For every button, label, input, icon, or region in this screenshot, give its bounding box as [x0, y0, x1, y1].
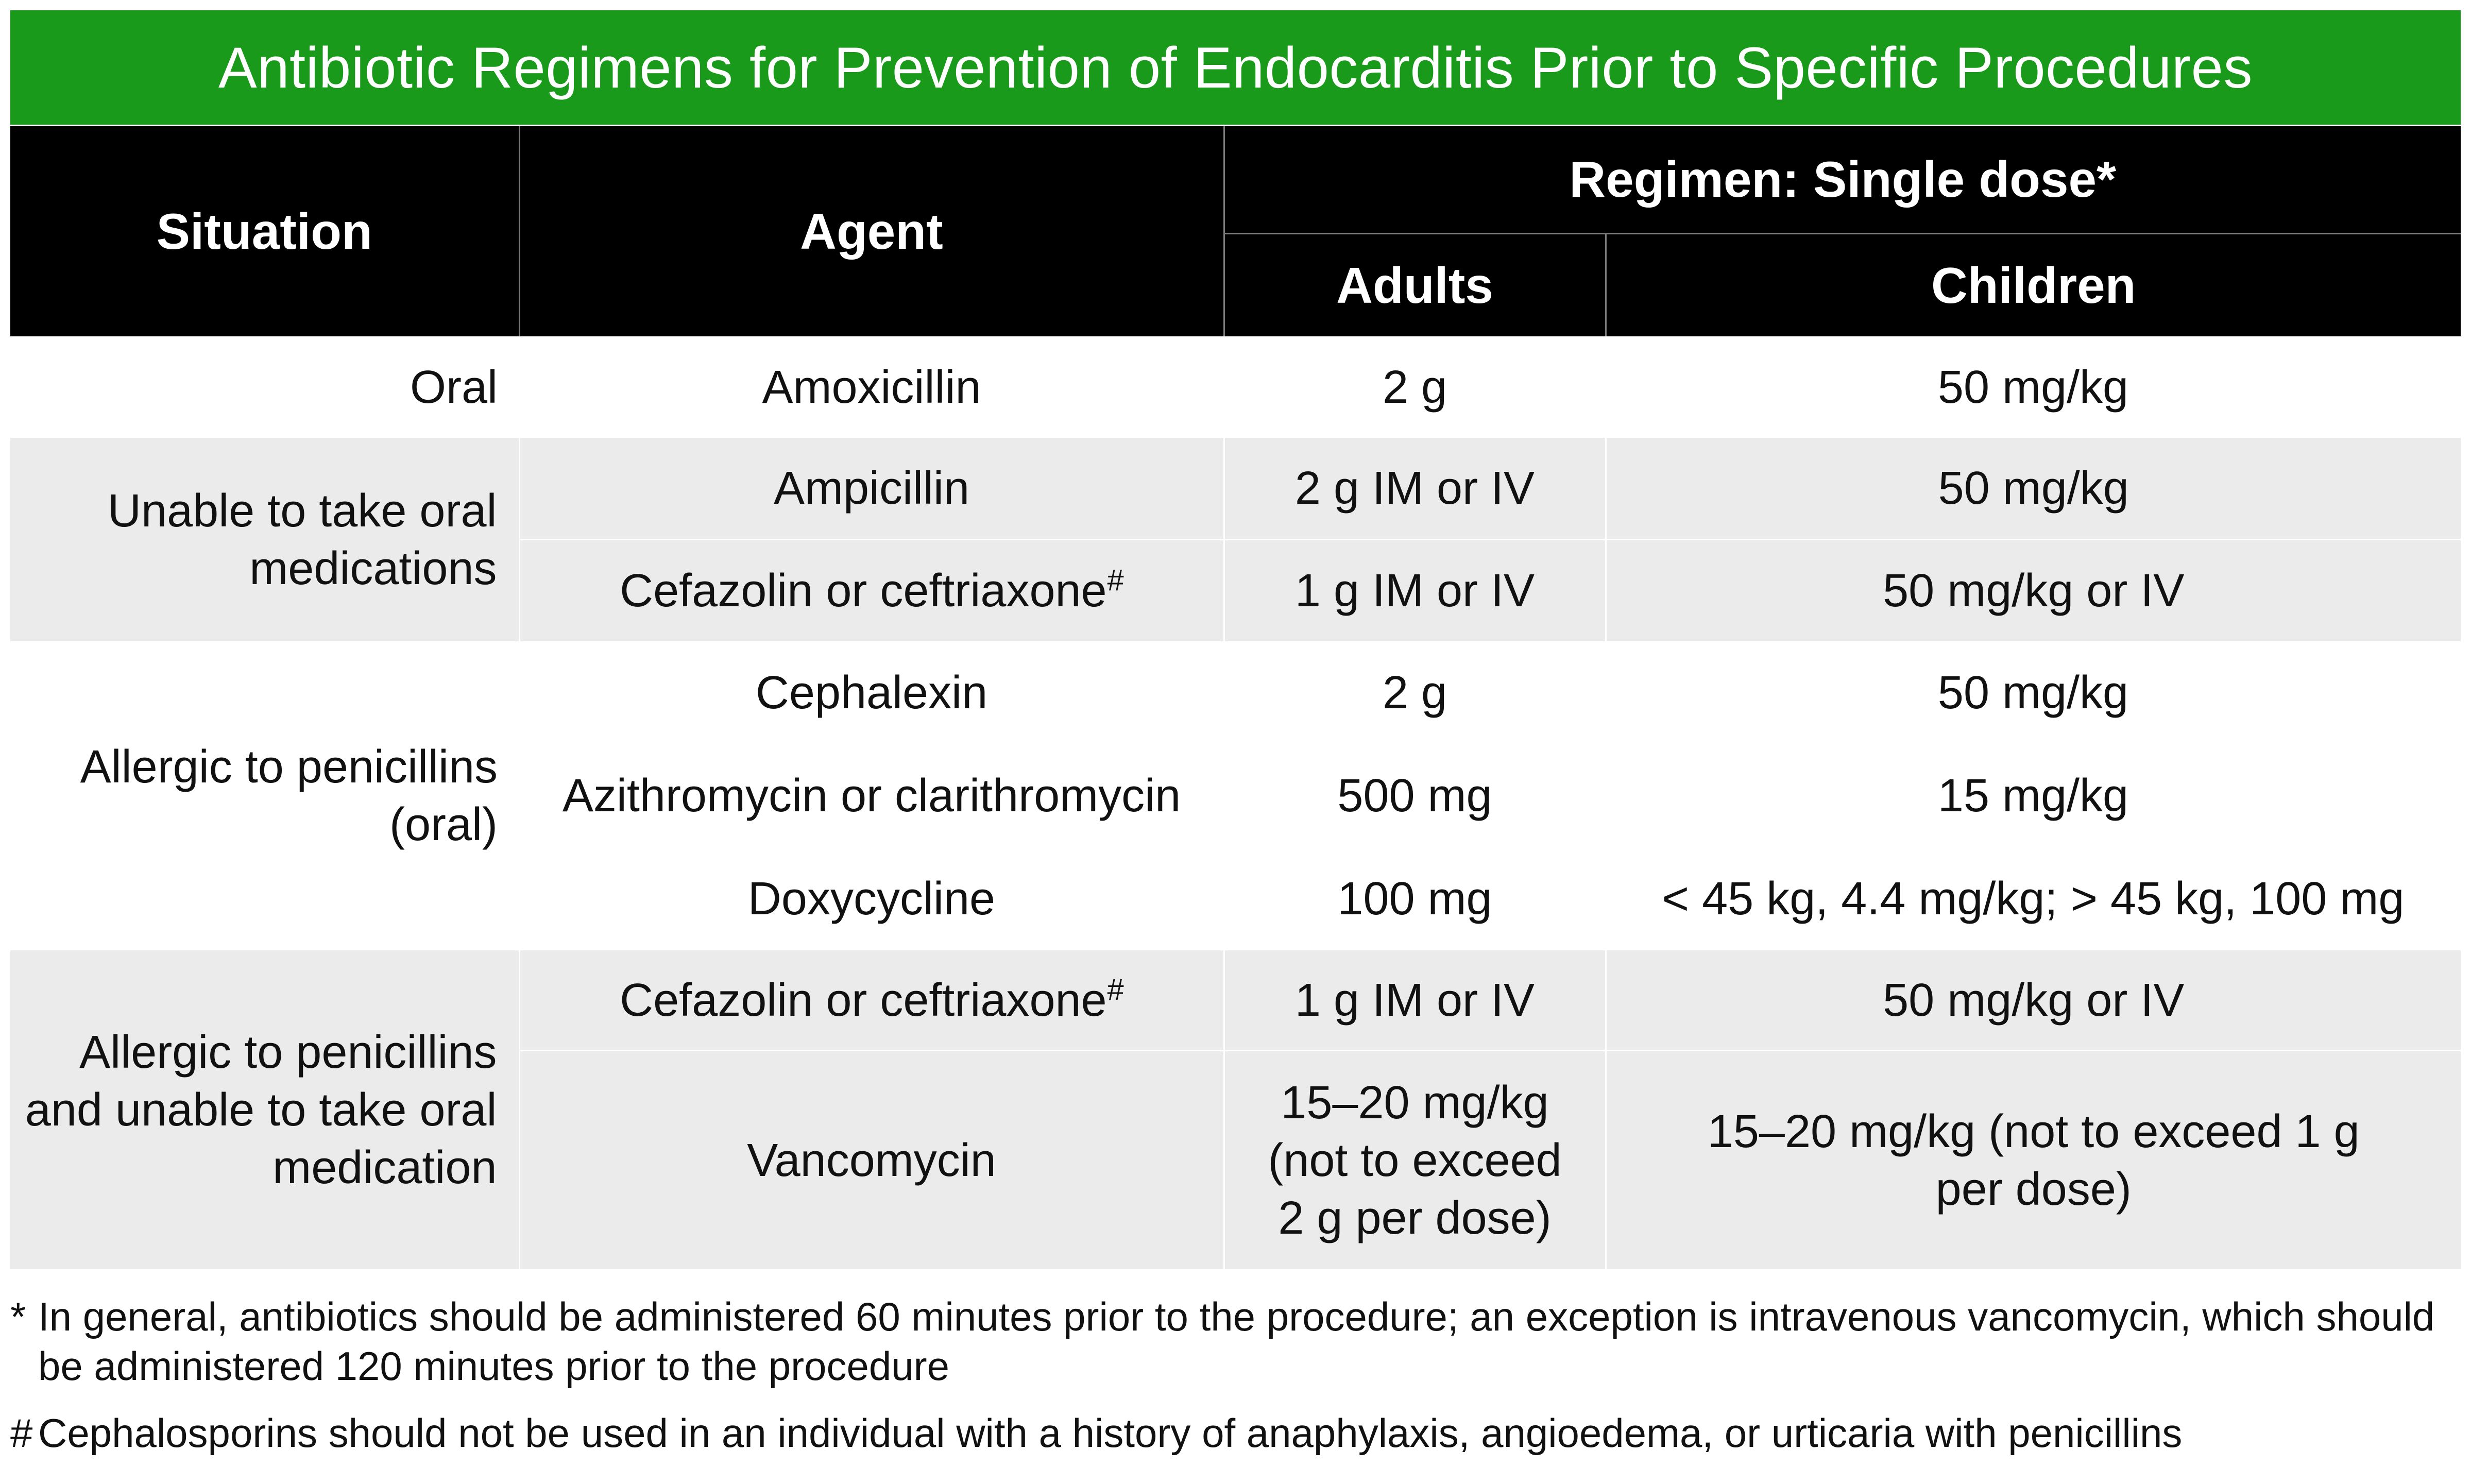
- agent-cell: [519, 540, 1224, 642]
- children-dose-cell: 50 mg/kg: [1606, 438, 2461, 540]
- footnote-mark: #: [10, 1410, 33, 1456]
- agent-cell: [519, 438, 1224, 540]
- adults-dose-cell: 2 g IM or IV: [1224, 438, 1606, 540]
- footnote-text: In general, antibiotics should be administered 60 minutes prior to the procedure; an exception is intravenous vancomycin, which should be administered 120 minutes prior to the procedure: [38, 1294, 2435, 1389]
- adults-dose-cell: 100 mg: [1224, 847, 1606, 950]
- agent-cell: [519, 1051, 1224, 1270]
- adults-dose-cell: 500 mg: [1224, 744, 1606, 847]
- agent-name: Azithromycin or clarithromycin: [562, 770, 1181, 822]
- agent-name: Cefazolin or ceftriaxone: [620, 565, 1107, 617]
- children-dose-cell: 50 mg/kg or IV: [1606, 540, 2461, 642]
- header-situation: Situation: [10, 126, 519, 336]
- children-dose-cell: 15–20 mg/kg (not to exceed 1 g per dose): [1606, 1051, 2461, 1270]
- table-header: [10, 126, 2461, 336]
- header-regimen: Regimen: Single dose*: [1224, 126, 2461, 234]
- agent-cell: [519, 847, 1224, 950]
- footnote-marker: #: [1106, 564, 1123, 597]
- antibiotic-regimen-table: [10, 126, 2461, 1269]
- table-row: [10, 336, 2461, 438]
- adults-dose-cell: 2 g: [1224, 336, 1606, 438]
- adults-dose-cell: 1 g IM or IV: [1224, 540, 1606, 642]
- situation-cell: Allergic to penicillins (oral): [10, 641, 519, 950]
- situation-cell: Allergic to penicillins and unable to take oral medication: [10, 950, 519, 1269]
- footnote-hash: [10, 1408, 2461, 1458]
- adults-dose-cell: 15–20 mg/kg (not to exceed 2 g per dose): [1224, 1051, 1606, 1270]
- header-children: Children: [1606, 234, 2461, 337]
- situation-cell: Unable to take oral medications: [10, 438, 519, 641]
- header-agent: Agent: [519, 126, 1224, 336]
- table-row: [10, 641, 2461, 744]
- adults-dose-cell: 2 g: [1224, 641, 1606, 744]
- adults-dose-cell: 1 g IM or IV: [1224, 950, 1606, 1051]
- agent-cell: [519, 744, 1224, 847]
- situation-cell: Oral: [10, 336, 519, 438]
- agent-cell: [519, 641, 1224, 744]
- table-title: Antibiotic Regimens for Prevention of Endocarditis Prior to Specific Procedures: [10, 10, 2461, 125]
- children-dose-cell: 50 mg/kg or IV: [1606, 950, 2461, 1051]
- agent-cell: [519, 336, 1224, 438]
- group-allergic-oral: [10, 641, 2461, 950]
- agent-name: Cefazolin or ceftriaxone: [620, 974, 1107, 1026]
- footnote-marker: #: [1106, 973, 1123, 1007]
- children-dose-cell: < 45 kg, 4.4 mg/kg; > 45 kg, 100 mg: [1606, 847, 2461, 950]
- footnote-text: Cephalosporins should not be used in an individual with a history of anaphylaxis, angioedema, or urticaria with penicillins: [38, 1410, 2183, 1456]
- agent-name: Ampicillin: [773, 463, 970, 514]
- group-unable-oral: [10, 438, 2461, 641]
- children-dose-cell: 50 mg/kg: [1606, 641, 2461, 744]
- agent-name: Vancomycin: [747, 1134, 996, 1186]
- children-dose-cell: 50 mg/kg: [1606, 336, 2461, 438]
- header-adults: Adults: [1224, 234, 1606, 337]
- agent-name: Amoxicillin: [762, 361, 981, 413]
- agent-name: Doxycycline: [747, 873, 996, 925]
- agent-cell: [519, 950, 1224, 1051]
- table-row: [10, 950, 2461, 1051]
- table-row: [10, 438, 2461, 540]
- group-oral: [10, 336, 2461, 438]
- footnote-asterisk: [10, 1292, 2461, 1391]
- footnote-mark: *: [10, 1294, 26, 1339]
- group-allergic-unable-oral: [10, 950, 2461, 1269]
- children-dose-cell: 15 mg/kg: [1606, 744, 2461, 847]
- footnotes: [10, 1292, 2461, 1458]
- agent-name: Cephalexin: [755, 667, 988, 719]
